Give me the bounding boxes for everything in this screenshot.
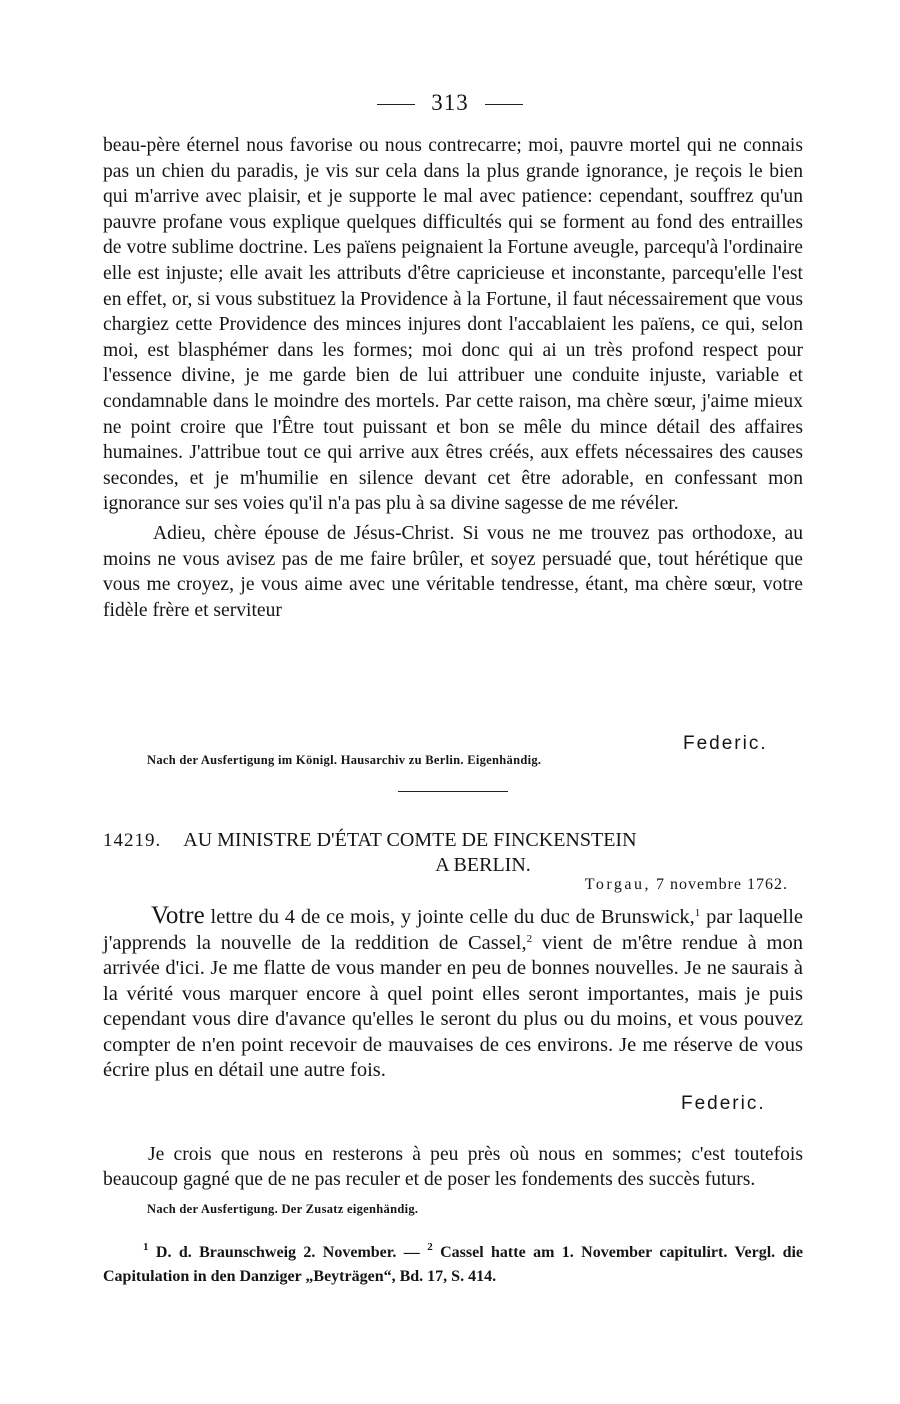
letter-body-part-b: par laquelle j'apprends la nouvelle de la reddition de Cassel, [103,906,804,954]
letter-paragraph [103,903,803,1084]
letter-date: 7 novembre 1762. [656,876,788,893]
section-separator [398,791,508,792]
letter-heading-line-1: AU MINISTRE D'ÉTAT COMTE DE FINCKENSTEIN [183,829,637,851]
letter-body [103,903,803,1084]
previous-letter-text [103,133,803,623]
footnotes [103,1241,803,1289]
page-number-dash-left [377,104,415,105]
letter-heading [103,828,803,878]
footnote-2-text: Cassel hatte am 1. November capitulirt. Vergl. die Capitulation in den Danziger „Beyträgen“, Bd. 17, S. 414. [103,1244,804,1285]
footnote-2-mark: 2 [427,1241,433,1253]
previous-letter-signature: Federic. [683,733,768,754]
page-number-dash-right [485,104,523,105]
letter-body-part-a: lettre du 4 de ce mois, y jointe celle du duc de Brunswick, [210,906,695,928]
footnote-1-mark: 1 [143,1241,149,1253]
page-number-value: 313 [431,90,469,115]
postscript-paragraph: Je crois que nous en resterons à peu près où nous en sommes; c'est toutefois beaucoup gagné que de ne pas reculer et de poser les fondements des succès futurs. [103,1143,803,1191]
footnote-ref-1: 1 [694,907,701,919]
letter-postscript [103,1122,803,1212]
previous-letter-paragraph-1: beau-père éternel nous favorise ou nous contrecarre; moi, pauvre mortel qui ne connais pas un chien du paradis, je vis sur cela dans la plus grande ignorance, je reçois le bien qui m'arrive avec plaisir, et je supporte le mal avec patience: cependant, souffrez qu'un pauvre profane vous explique quelques difficultés qui se forment au fond des entrailles de votre sublime doctrine. Les païens peignaient la Fortune aveugle, parcequ'à l'ordinaire elle est injuste; elle avait les attributs d'être capricieuse et inconstante, parcequ'elle l'est en effet, or, si vous substituez la Providence à la Fortune, il faut nécessairement que vous chargiez cette Providence des minces injures dont l'accablaient les païens, ce qui, selon moi, est blasphémer dans les formes; moi donc qui ai un très profond respect pour l'essence divine, je me garde bien de lui attribuer une conduite injuste, variable et condamnable dans le moindre des mortels. Par cette raison, ma chère sœur, j'aime mieux ne point croire que l'Être tout puissant et bon se mêle du mince détail des affaires humaines. J'attribue tout ce qui arrive aux êtres créés, aux effets nécessaires des causes secondes, et je m'humilie en silence devant cet être adorable, en confessant mon ignorance sur ses voies qu'il n'a pas plu à sa divine sagesse de me révéler. [103,135,803,515]
previous-letter-source-note: Nach der Ausfertigung im Königl. Hausarchiv zu Berlin. Eigenhändig. [147,753,542,767]
letter-signature: Federic. [681,1093,766,1114]
footnote-line [103,1241,803,1289]
letter-dateline [585,876,788,894]
footnote-ref-2: 2 [526,932,533,945]
letter-source-note: Nach der Ausfertigung. Der Zusatz eigenhändig. [147,1202,419,1216]
previous-letter-paragraph-2: Adieu, chère épouse de Jésus-Christ. Si vous ne me trouvez pas orthodoxe, au moins ne vous avisez pas de me faire brûler, et soyez persuadé que, tout hérétique que vous me croyez, je vous aime avec une véritable tendresse, étant, ma chère sœur, votre fidèle frère et serviteur [103,522,803,621]
footnote-1-text: D. d. Braunschweig 2. November. — [155,1244,420,1261]
page-number [0,90,900,116]
letter-body-part-c: vient de m'être rendue à mon arrivée d'ici. Je me flatte de vous mander en peu de bonnes nouvelles. Je ne saurais à la vérité vous marquer encore à quel point elles seront importantes, mais je puis cependant vous dire d'avance qu'elles le seront du plus ou du moins, et vous pouvez compter de n'en point recevoir de mauvaises de ces environs. Je me réserve de vous écrire plus en détail une autre fois. [103,931,803,1081]
letter-first-word: Votre [151,902,205,929]
letter-place: Torgau, [584,876,652,893]
letter-heading-line-2: A BERLIN. [435,854,531,876]
letter-number: 14219. [103,830,162,851]
